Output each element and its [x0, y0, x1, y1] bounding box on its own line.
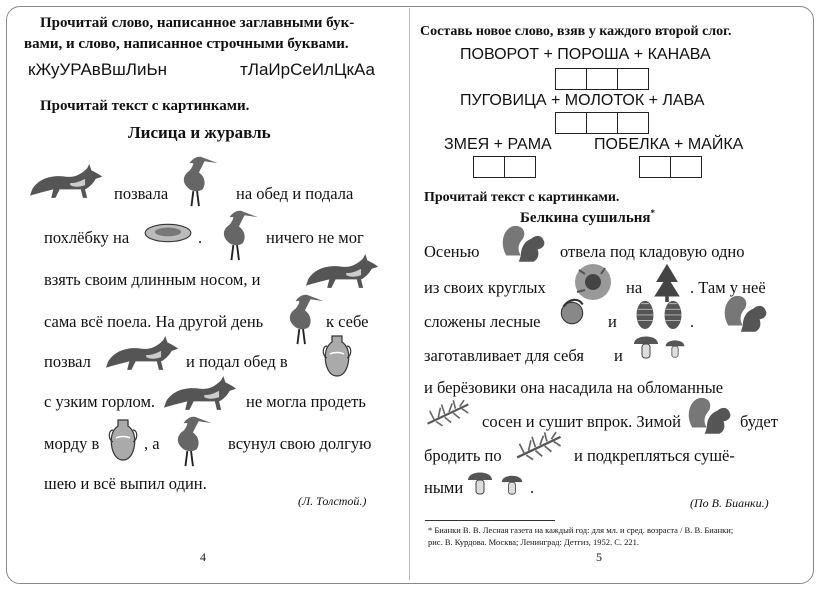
story-text-line: позвала: [114, 184, 169, 203]
answer-boxes-3a[interactable]: [474, 156, 536, 178]
story-text-line: ными: [424, 478, 464, 497]
story-text-line: и подкрепляться сушё-: [574, 446, 735, 465]
story-text-line: Осенью: [424, 242, 480, 261]
word-equation-3a: ЗМЕЯ + РАМА: [444, 136, 552, 153]
story-text-line: всунул свою долгую: [228, 434, 372, 453]
tree-icon: [652, 262, 682, 302]
author-attribution: (Л. Толстой.): [298, 494, 367, 508]
crane-icon: [216, 204, 260, 262]
story-text-line: не могла продеть: [246, 392, 366, 411]
squirrel-icon: [500, 224, 548, 264]
story-text-line: .: [198, 228, 203, 247]
story-title: Белкина сушильня*: [520, 208, 656, 226]
word-equation-1: ПОВОРОТ + ПОРОША + КАНАВА: [460, 46, 711, 63]
answer-boxes-1[interactable]: [556, 68, 649, 90]
story-text-line: сосен и сушит впрок. Зимой: [482, 412, 681, 431]
story-text-line: и: [608, 312, 617, 331]
scrambled-word-1: кЖуУРАвВшЛиЬн: [28, 60, 167, 79]
instruction-compose-word: Составь новое слово, взяв у каждого второй слог.: [420, 24, 732, 39]
fox-icon: [102, 336, 182, 372]
author-attribution: (По В. Бианки.): [690, 496, 769, 510]
mushroom-icon: [664, 334, 686, 360]
answer-boxes-2[interactable]: [556, 112, 649, 134]
crane-icon: [282, 288, 326, 346]
nut-icon: [558, 298, 586, 328]
footnote-line: рис. В. Курдова. Москва; Ленинград: Детгиз, 1952. С. 221.: [428, 537, 640, 547]
story-text-line: будет: [740, 412, 778, 431]
story-text-line: к себе: [326, 312, 369, 331]
story-text-line: сама всё поела. На другой день: [44, 312, 264, 331]
story-text-line: на: [626, 278, 643, 297]
answer-boxes-3b[interactable]: [640, 156, 702, 178]
story-text-line: из своих круглых: [424, 278, 546, 297]
page-number: 4: [200, 550, 206, 564]
story-text-line: взять своим длинным носом, и: [44, 270, 261, 289]
plate-icon: [144, 222, 192, 244]
fox-icon: [302, 254, 382, 290]
footnote-divider: [425, 520, 555, 521]
pine-cone-icon: [660, 298, 686, 330]
story-text-line: морду в: [44, 434, 100, 453]
squirrel-icon: [722, 294, 770, 334]
scrambled-word-2: тЛаИрСеИлЦкАа: [240, 60, 375, 79]
crane-icon: [176, 150, 220, 208]
story-text-line: .: [690, 312, 695, 331]
story-text-line: похлёбку на: [44, 228, 130, 247]
mushroom-icon: [500, 470, 524, 496]
story-text-line: с узким горлом.: [44, 392, 156, 411]
story-text-line: позвал: [44, 352, 91, 371]
fox-icon: [160, 376, 240, 412]
story-text-line: заготавливает для себя: [424, 346, 584, 365]
jug-icon: [108, 418, 138, 462]
story-title: Лисица и журавль: [128, 123, 271, 142]
tree-hollow-icon: [570, 262, 616, 302]
jug-icon: [322, 334, 352, 378]
pine-cone-icon: [632, 298, 658, 330]
fox-icon: [26, 164, 106, 200]
story-text-line: , а: [144, 434, 160, 453]
crane-icon: [170, 410, 214, 468]
word-equation-2: ПУГОВИЦА + МОЛОТОК + ЛАВА: [460, 92, 705, 109]
story-text-line: и подал обед в: [186, 352, 288, 371]
word-equation-3b: ПОБЕЛКА + МАЙКА: [594, 136, 744, 153]
instruction-read-text: Прочитай текст с картинками.: [424, 190, 620, 205]
story-text-line: .: [530, 478, 535, 497]
story-text-line: и берёзовики она насадила на обломанные: [424, 378, 724, 397]
pine-branch-icon: [512, 430, 568, 462]
story-text-line: бродить по: [424, 446, 502, 465]
page-number: 5: [596, 550, 602, 564]
story-text-line: шею и всё выпил один.: [44, 474, 207, 493]
page-gutter: [409, 8, 410, 580]
pine-branch-icon: [424, 398, 474, 428]
story-text-line: сложены лесные: [424, 312, 541, 331]
mushroom-icon: [632, 330, 660, 360]
instruction-read-text: Прочитай текст с картинками.: [40, 98, 250, 114]
story-text-line: ничего не мог: [266, 228, 364, 247]
story-text-line: и: [614, 346, 623, 365]
footnote-line: * Бианки В. В. Лесная газета на каждый год: для мл. и сред. возраста / В. В. Бианки;: [428, 525, 734, 535]
mushroom-icon: [466, 466, 494, 496]
story-text-line: отвела под кладовую одно: [560, 242, 745, 261]
story-text-line: . Там у неё: [690, 278, 766, 297]
squirrel-icon: [686, 396, 734, 436]
instruction-read-words-line2: вами, и слово, написанное строчными буквами.: [24, 36, 349, 52]
story-text-line: на обед и подала: [236, 184, 354, 203]
instruction-read-words-line1: Прочитай слово, написанное заглавными бук-: [40, 15, 355, 31]
